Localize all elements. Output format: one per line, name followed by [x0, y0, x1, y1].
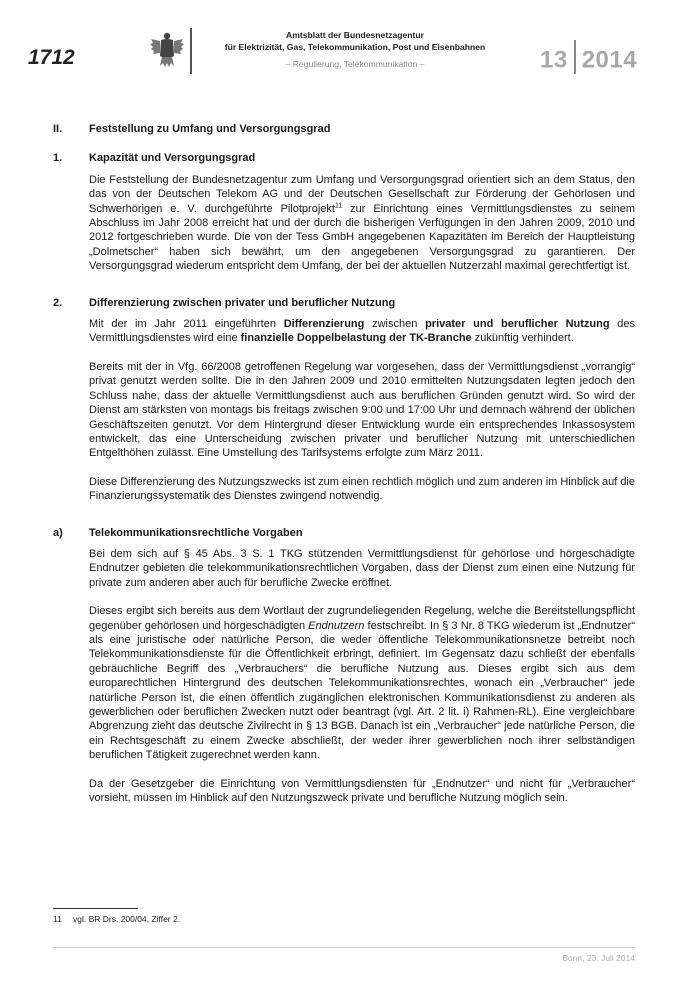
- journal-subtitle: – Regulierung, Telekommunikation –: [285, 59, 425, 69]
- issue-divider: [574, 40, 576, 74]
- section-title: Feststellung zu Umfang und Versorgungsgrad: [89, 123, 331, 135]
- subsection-1-title: Kapazität und Versorgungsgrad: [89, 152, 256, 165]
- subsection-1-number: 1.: [53, 152, 63, 165]
- paragraph: [89, 604, 635, 762]
- journal-header: [190, 30, 520, 71]
- section-heading: [53, 122, 635, 136]
- footnote-text: vgl. BR Drs. 200/04, Ziffer 2.: [73, 914, 181, 924]
- text-run: zukünftig verhindert.: [471, 332, 574, 345]
- footnote: [53, 914, 180, 924]
- footnote-separator: [53, 908, 138, 909]
- footer-place-date: Bonn, 23. Juli 2014: [562, 953, 635, 963]
- text-run: zur Einrichtung eines Vermittlungsdienstes zu seinem Abschluss im Jahr 2008 erreicht hat und der durch die bisherigen Verfügungen in den Jahren 2009, 2010 und 2012 fortgeschrieben wurde. Die von der Tess GmbH angegebenen Kapazitäten im Bereich der Hauptleistung „Dolmetscher“ haben sich bewährt, um den angegebenen Versorgungsgrad zu garantieren. Der Versorgungsgrad wiederum entspricht dem Umfang, der bei der aktuellen Nutzerzahl maximal gerechtfertigt ist.: [89, 202, 635, 273]
- text-run-bold: finanzielle Doppelbelastung der TK-Branche: [240, 332, 472, 345]
- text-run: Die Feststellung der Bundesnetzagentur zum Umfang und Versorgungsgrad orientiert sich an dem Status, den das von der Deutschen Telekom AG und der Deutschen Gesellschaft zur Förderung der Gehörlosen und Schwerhörigen e. V. durchgeführte Pilotprojekt: [89, 173, 635, 215]
- footer-divider: [53, 947, 635, 948]
- text-run-bold: privater und beruflicher Nutzung: [425, 318, 610, 331]
- text-run: zwischen: [364, 318, 426, 331]
- text-run: festschreibt. In § 3 Nr. 8 TKG wiederum ist „Endnutzer“ als eine juristische oder natürliche Person, die weder öffentliche Telekommunikationsnetze betreibt noch Telekommunikationsdienste für die Öffentlichkeit erbringt, definiert. Im Gegensatz dazu schließt der ebenfalls gebräuchliche Begriff des „Verbrauchers“ die berufliche Nutzung aus. Dieses ergibt sich aus dem europarechtlichen Hintergrund des deutschen Telekommunikationsrechtes, wonach ein „Verbraucher“ jede natürliche Person ist, die einen öffentlich zugänglichen elektronischen Kommunikationsdienst zu anderen als gewerblichen oder beruflichen Zwecken nutzt oder beantragt (vgl. Art. 2 lit. i) Rahmen-RL). Eine vergleichbare Abgrenzung zieht das deutsche Zivilrecht in § 13 BGB. Danach ist ein „Verbraucher“ jede natürliche Person, die ein Rechtsgeschäft zu einem Zwecke abschließt, der weder ihrer gewerblichen noch ihrer selbständigen beruflichen Tätigkeit zugerechnet werden kann.: [89, 619, 635, 762]
- page-number: 1712: [28, 46, 75, 69]
- subsection-a-title: Telekommunikationsrechtliche Vorgaben: [89, 526, 303, 539]
- footnote-number: 11: [53, 914, 62, 924]
- issue-number: 13: [540, 46, 568, 74]
- paragraph: [89, 317, 635, 346]
- paragraph: Bereits mit der in Vfg. 66/2008 getroffenen Regelung war vorgesehen, dass der Vermittlungsdienst „vorrangig“ privat genutzt werden sollte. Die in den Jahren 2009 und 2010 ermittelten Nutzungsdaten legten jedoch den Schluss nahe, dass der aktuelle Vermittlungsdienst auch aus beruflichen Gründen genutzt wird. So wird der Dienst am stärksten von montags bis freitags zwischen 9:00 und 17:00 Uhr und demnach während der üblichen Geschäftszeiten genutzt. Vor dem Hintergrund dieser Entwicklung wurde ein entsprechendes Inkassosystem entwickelt, das eine Unterscheidung zwischen privater und beruflicher Nutzung mit unterschiedlichen Entgelthöhen zulässt. Eine Umstellung des Tarifsystems erfolgte zum März 2011.: [89, 360, 635, 460]
- paragraph: Da der Gesetzgeber die Einrichtung von Vermittlungsdiensten für „Endnutzer“ und nicht für „Verbraucher“ vorsieht, müssen im Hinblick auf den Nutzungszweck private und berufliche Nutzung möglich sein.: [89, 777, 635, 805]
- subsection-2-title: Differenzierung zwischen privater und beruflicher Nutzung: [89, 296, 396, 309]
- paragraph: [89, 173, 635, 274]
- federal-eagle-icon: [150, 30, 184, 68]
- journal-title-line2: für Elektrizität, Gas, Telekommunikation, Post und Eisenbahnen: [224, 41, 486, 52]
- subsection-1-heading: [53, 151, 635, 165]
- paragraph: Bei dem sich auf § 45 Abs. 3 S. 1 TKG stützenden Vermittlungsdienst für gehörlose und hörgeschädigte Endnutzer gebieten die telekommunikationsrechtlichen Vorgaben, dass der Dienst zum einen eine Nutzung für private zum anderen aber auch für berufliche Zwecke eröffnet.: [89, 547, 635, 589]
- journal-title-line1: Amtsblatt der Bundesnetzagentur: [286, 30, 424, 40]
- subsection-2-heading: [53, 296, 635, 310]
- subsection-a-heading: [53, 526, 635, 540]
- text-run-bold: Differenzierung: [283, 318, 365, 331]
- paragraph: Diese Differenzierung des Nutzungszwecks ist zum einen rechtlich möglich und zum anderen im Hinblick auf die Finanzierungssystematik des Dienstes zwingend notwendig.: [89, 475, 635, 503]
- subsection-2-number: 2.: [53, 296, 63, 309]
- footnote-ref: 11: [334, 201, 343, 209]
- section-number: II.: [53, 123, 63, 135]
- issue-marker: [540, 44, 637, 78]
- text-run: des Vermittlungsdienstes wird eine: [89, 318, 636, 345]
- text-run: Dieses ergibt sich bereits aus dem Wortlaut der zugrundeliegenden Regelung, welche die Bereitstellungspflicht gegenüber gehörlosen und hörgeschädigten: [89, 605, 635, 632]
- text-run: Mit der im Jahr 2011 eingeführten: [89, 318, 284, 331]
- text-run-italic: Endnutzern: [308, 619, 365, 632]
- subsection-a-number: a): [53, 526, 63, 539]
- document-body: [53, 122, 635, 819]
- issue-year: 2014: [581, 46, 638, 74]
